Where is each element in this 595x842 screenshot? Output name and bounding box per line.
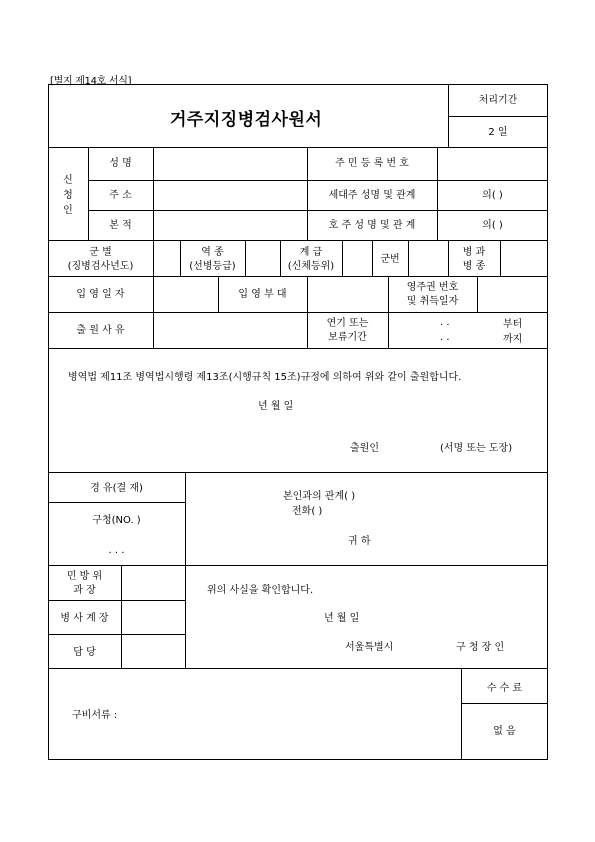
service-number-label: 군번 (380, 254, 400, 265)
address-label: 주 소 (109, 190, 132, 201)
rule-h (48, 502, 185, 503)
rank-sub: (신체등위) (287, 261, 335, 272)
signer-label: 구 청 장 인 (456, 642, 505, 653)
phone-label: 전화( ) (292, 506, 323, 517)
period-to-dots: . . (440, 332, 450, 343)
sign-label: (서명 또는 도장) (440, 443, 513, 454)
civil-defense-label-1: 민 방 위 (66, 571, 103, 582)
rank-label: 계 급 (299, 247, 323, 258)
rule-v (477, 276, 478, 313)
rule-v (153, 312, 154, 349)
affairs-label: 병 사 계 장 (60, 613, 109, 624)
rule-v (153, 240, 154, 277)
rule-v (153, 276, 154, 313)
specialty-label-2: 병 종 (462, 261, 486, 272)
district-dots: . . . (108, 545, 125, 556)
rule-h (48, 565, 548, 566)
rule-h (88, 180, 548, 181)
id-number-label: 주 민 등 록 번 호 (335, 158, 409, 169)
documents-label: 구비서류 : (72, 710, 118, 721)
family-head-label: 호 주 성 명 및 관 계 (328, 220, 416, 231)
residence-label-1: 영주권 번호 (406, 282, 459, 293)
period-to: 까지 (503, 334, 523, 345)
confirm-text: 위의 사실을 확인합니다. (207, 585, 314, 596)
rule-h (88, 210, 548, 211)
statement-date: 년 월 일 (258, 401, 294, 412)
processing-label: 처리기간 (478, 95, 518, 106)
rule-h (48, 472, 548, 473)
rule-h (48, 276, 548, 277)
rule-v (500, 240, 501, 277)
household-label: 세대주 성명 및 관계 (328, 190, 416, 201)
rule-h (48, 312, 548, 313)
rule-h (48, 600, 185, 601)
form-title: 거주지징병검사원서 (170, 110, 323, 130)
city-label: 서울특별시 (345, 642, 394, 653)
applicant-group-2: 청 (63, 190, 73, 201)
via-label: 경 유(결 재) (90, 483, 143, 494)
branch-label: 군 별 (89, 247, 112, 258)
reason-label: 출 원 사 유 (76, 325, 125, 336)
rule-h (461, 703, 548, 704)
enlist-unit-label: 입 영 부 대 (238, 289, 287, 300)
recipient-label: 귀 하 (348, 536, 371, 547)
period-label-1: 연기 또는 (326, 318, 369, 329)
rule-h (48, 147, 548, 148)
period-from: 부터 (503, 319, 523, 330)
confirm-date: 년 월 일 (324, 613, 360, 624)
rule-v (307, 276, 308, 313)
duty-label: 역 종 (201, 247, 224, 258)
rule-v (185, 472, 186, 566)
residence-label-2: 및 취득일자 (406, 296, 459, 307)
branch-sub: (징병검사년도) (67, 261, 134, 272)
duty-sub: (선병등급) (189, 261, 236, 272)
rule-v (185, 565, 186, 669)
applicant-group-3: 인 (63, 205, 73, 216)
family-head-value: 의( ) (482, 220, 503, 231)
district-label: 구청(NO. ) (92, 515, 141, 526)
relation-label: 본인과의 관계( ) (283, 491, 356, 502)
processing-value: 2 일 (488, 127, 508, 138)
rule-v (342, 240, 343, 277)
specialty-label-1: 병 과 (462, 247, 486, 258)
applicant-group-1: 신 (63, 175, 73, 186)
domicile-label: 본 적 (109, 220, 132, 231)
staff-label: 담 당 (73, 647, 96, 658)
rule-h (48, 668, 548, 669)
household-value: 의( ) (482, 190, 503, 201)
fee-value: 없 음 (493, 726, 516, 737)
rule-h (48, 634, 185, 635)
period-from-dots: . . (440, 317, 450, 328)
rule-v (408, 240, 409, 277)
name-label: 성 명 (109, 158, 132, 169)
enlist-date-label: 입 영 일 자 (76, 289, 125, 300)
form-frame (48, 84, 548, 760)
form-number: [별지 제14호 서식] (50, 76, 132, 87)
rule-v (388, 312, 389, 349)
rule-v (153, 148, 154, 241)
applicant-signature-label: 출원인 (350, 443, 379, 454)
fee-label: 수 수 료 (486, 683, 523, 694)
statement-text: 병역법 제11조 병역법시행령 제13조(시행규칙 15조)규정에 의하여 위와 같이 출원합니다. (68, 372, 462, 383)
period-label-2: 보류기간 (328, 332, 367, 343)
civil-defense-label-2: 과 장 (73, 585, 96, 596)
rule-v (245, 240, 246, 277)
rule-h (48, 348, 548, 349)
rule-h (448, 116, 548, 117)
rule-v (121, 565, 122, 669)
rule-h (48, 240, 548, 241)
